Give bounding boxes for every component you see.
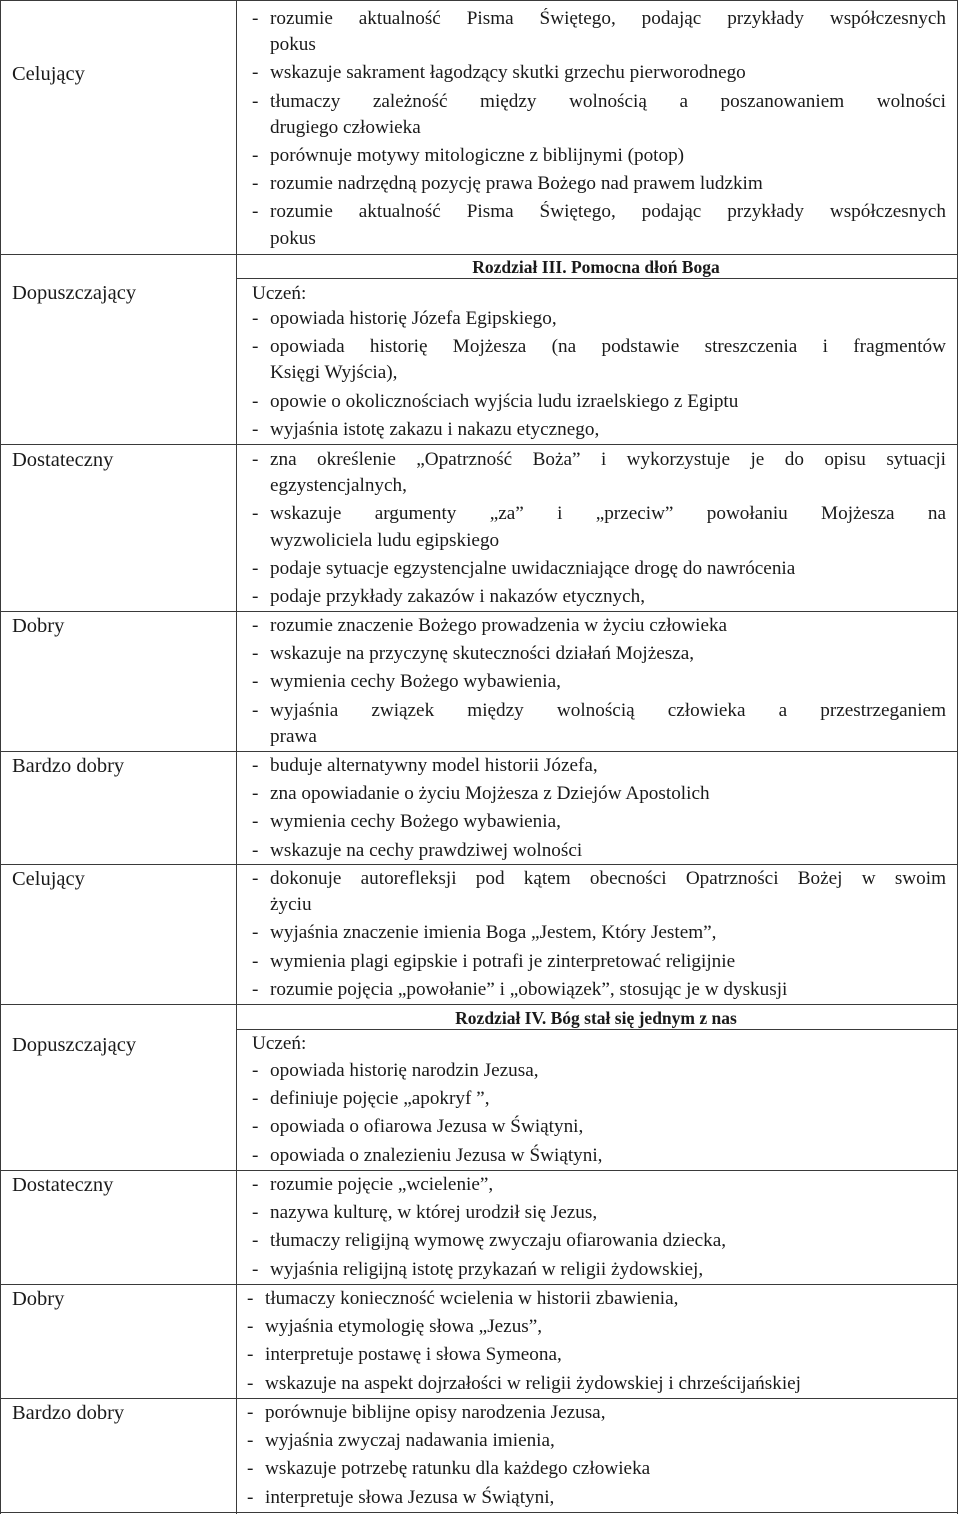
criterion-text: wskazuje na przyczynę skuteczności działań Mojżesza, (270, 643, 695, 665)
criterion-text: opowiada historię Józefa Egipskiego, (270, 308, 557, 329)
criterion-continuation: Księgi Wyjścia), (270, 362, 398, 384)
grade-label: Celujący (12, 868, 85, 890)
criterion-text: wskazuje na aspekt dojrzałości w religii żydowskiej i chrześcijańskiej (265, 1372, 802, 1394)
table-border-top (0, 0, 958, 1)
criterion-text: rozumie znaczenie Bożego prowadzenia w życiu człowieka (270, 615, 728, 636)
bullet-dash: - (252, 145, 259, 166)
table-border-right (957, 0, 958, 1514)
criterion-text: podaje przykłady zakazów i nakazów etycznych, (270, 586, 646, 607)
criterion-text: rozumie pojęcia „powołanie” i „obowiązek”, stosując je w dyskusji (270, 978, 788, 1000)
criterion-text: opowiada historię narodzin Jezusa, (270, 1060, 539, 1081)
criterion-text: opowiada historię Mojżesza (na podstawie streszczenia i fragmentów (270, 336, 946, 358)
bullet-dash: - (252, 615, 259, 636)
bullet-dash: - (247, 1344, 254, 1366)
criterion-text: wymienia cechy Bożego wybawienia, (270, 811, 561, 833)
lead-label: Uczeń: (252, 283, 307, 304)
grade-label: Celujący (12, 63, 85, 85)
bullet-dash: - (252, 8, 259, 29)
row-divider (0, 1398, 958, 1399)
criterion-text: wskazuje argumenty „za” i „przeciw” powołaniu Mojżesza na (270, 503, 946, 525)
criterion-continuation: pokus (270, 34, 316, 56)
bullet-dash: - (252, 201, 259, 223)
criterion-continuation: prawa (270, 725, 317, 747)
criterion-text: wyjaśnia znaczenie imienia Boga „Jestem, Który Jestem”, (270, 922, 717, 944)
criterion-text: rozumie nadrzędną pozycję prawa Bożego nad prawem ludzkim (270, 173, 763, 195)
bullet-dash: - (252, 503, 259, 525)
criterion-text: podaje sytuacje egzystencjalne uwidaczniające drogę do nawrócenia (270, 557, 796, 579)
criterion-text: wskazuje sakrament łagodzący skutki grzechu pierworodnego (270, 62, 746, 84)
criterion-text: tłumaczy religijną wymowę zwyczaju ofiarowania dziecka, (270, 1230, 727, 1252)
bullet-dash: - (252, 62, 259, 84)
bullet-dash: - (252, 1258, 259, 1280)
criterion-text: opowiada o ofiarowa Jezusa w Świątyni, (270, 1116, 584, 1138)
bullet-dash: - (252, 1088, 259, 1110)
criterion-continuation: drugiego człowieka (270, 116, 421, 138)
bullet-dash: - (252, 671, 259, 693)
bullet-dash: - (252, 418, 259, 440)
criterion-text: tłumaczy zależność między wolnością a poszanowaniem wolności (270, 90, 946, 112)
bullet-dash: - (252, 336, 259, 358)
bullet-dash: - (247, 1288, 254, 1309)
bullet-dash: - (252, 699, 259, 721)
criterion-continuation: wyzwoliciela ludu egipskiego (270, 529, 500, 551)
bullet-dash: - (247, 1430, 254, 1452)
row-divider (0, 751, 958, 752)
bullet-dash: - (252, 868, 259, 889)
bullet-dash: - (252, 755, 259, 776)
row-divider (0, 1170, 958, 1171)
grade-label: Dostateczny (12, 449, 114, 471)
criterion-text: porównuje motywy mitologiczne z biblijnymi (potop) (270, 145, 685, 166)
bullet-dash: - (252, 783, 259, 805)
criterion-text: rozumie pojęcie „wcielenie”, (270, 1174, 494, 1195)
table-border-left (0, 0, 1, 1514)
criterion-text: rozumie aktualność Pisma Świętego, podając przykłady współczesnych (270, 8, 946, 29)
criterion-text: wymienia plagi egipskie i potrafi je zinterpretować religijnie (270, 950, 736, 972)
row-divider (0, 864, 958, 865)
criterion-text: wymienia cechy Bożego wybawienia, (270, 671, 561, 693)
bullet-dash: - (252, 308, 259, 329)
grade-label: Dopuszczający (12, 282, 137, 304)
criterion-text: tłumaczy konieczność wcielenia w historii zbawienia, (265, 1288, 679, 1309)
criterion-continuation: pokus (270, 227, 316, 249)
criterion-text: wskazuje na cechy prawdziwej wolności (270, 839, 583, 861)
bullet-dash: - (252, 922, 259, 944)
criterion-text: wyjaśnia religijną istotę przykazań w religii żydowskiej, (270, 1258, 704, 1280)
criterion-text: wyjaśnia etymologię słowa „Jezus”, (265, 1316, 543, 1338)
bullet-dash: - (252, 811, 259, 833)
criterion-text: wyjaśnia zwyczaj nadawania imienia, (265, 1430, 555, 1452)
bullet-dash: - (252, 1174, 259, 1195)
row-divider (236, 278, 958, 279)
grade-label: Dobry (12, 615, 65, 637)
bullet-dash: - (252, 643, 259, 665)
criterion-text: zna określenie „Opatrzność Boża” i wykorzystuje je do opisu sytuacji (270, 449, 946, 470)
bullet-dash: - (252, 586, 259, 607)
criterion-text: interpretuje słowa Jezusa w Świątyni, (265, 1486, 555, 1508)
row-divider (0, 1284, 958, 1285)
bullet-dash: - (247, 1486, 254, 1508)
bullet-dash: - (252, 950, 259, 972)
chapter-heading: Rozdział IV. Bóg stał się jednym z nas (455, 1008, 737, 1028)
bullet-dash: - (252, 1202, 259, 1224)
bullet-dash: - (252, 978, 259, 1000)
bullet-dash: - (252, 839, 259, 861)
bullet-dash: - (252, 390, 259, 412)
criterion-text: zna opowiadanie o życiu Mojżesza z Dziejów Apostolich (270, 783, 710, 805)
criterion-text: interpretuje postawę i słowa Symeona, (265, 1344, 562, 1366)
criterion-text: rozumie aktualność Pisma Świętego, podając przykłady współczesnych (270, 201, 946, 223)
grade-label: Bardzo dobry (12, 1402, 125, 1424)
criterion-text: wskazuje potrzebę ratunku dla każdego człowieka (265, 1458, 651, 1480)
bullet-dash: - (252, 449, 259, 470)
criterion-text: definiuje pojęcie „apokryf ”, (270, 1088, 490, 1110)
bullet-dash: - (252, 1060, 259, 1081)
bullet-dash: - (252, 557, 259, 579)
lead-label: Uczeń: (252, 1033, 307, 1054)
grade-label: Dopuszczający (12, 1034, 137, 1056)
criterion-text: wyjaśnia istotę zakazu i nakazu etycznego, (270, 418, 600, 440)
bullet-dash: - (252, 1116, 259, 1138)
criterion-continuation: życiu (270, 894, 312, 916)
row-divider (0, 254, 958, 255)
grade-label: Dobry (12, 1288, 65, 1310)
column-divider (236, 0, 237, 1514)
bullet-dash: - (252, 1230, 259, 1252)
bullet-dash: - (247, 1372, 254, 1394)
row-divider (0, 611, 958, 612)
bullet-dash: - (252, 90, 259, 112)
row-divider (0, 1004, 958, 1005)
grade-label: Bardzo dobry (12, 755, 125, 777)
bullet-dash: - (247, 1316, 254, 1338)
bullet-dash: - (252, 173, 259, 195)
row-divider (0, 444, 958, 445)
bullet-dash: - (252, 1144, 259, 1166)
criterion-text: porównuje biblijne opisy narodzenia Jezusa, (265, 1402, 606, 1423)
criterion-text: nazywa kulturę, w której urodził się Jezus, (270, 1202, 598, 1224)
criterion-text: opowiada o znalezieniu Jezusa w Świątyni, (270, 1144, 603, 1166)
criterion-text: wyjaśnia związek między wolnością człowieka a przestrzeganiem (270, 699, 946, 721)
grade-label: Dostateczny (12, 1174, 114, 1196)
table-border-bottom (0, 1512, 958, 1513)
criterion-text: opowie o okolicznościach wyjścia ludu izraelskiego z Egiptu (270, 390, 739, 412)
criterion-continuation: egzystencjalnych, (270, 475, 407, 497)
bullet-dash: - (247, 1402, 254, 1423)
criterion-text: dokonuje autorefleksji pod kątem obecności Opatrzności Bożej w swoim (270, 868, 946, 889)
criterion-text: buduje alternatywny model historii Józefa, (270, 755, 598, 776)
bullet-dash: - (247, 1458, 254, 1480)
row-divider (236, 1029, 958, 1030)
chapter-heading: Rozdział III. Pomocna dłoń Boga (472, 257, 720, 277)
